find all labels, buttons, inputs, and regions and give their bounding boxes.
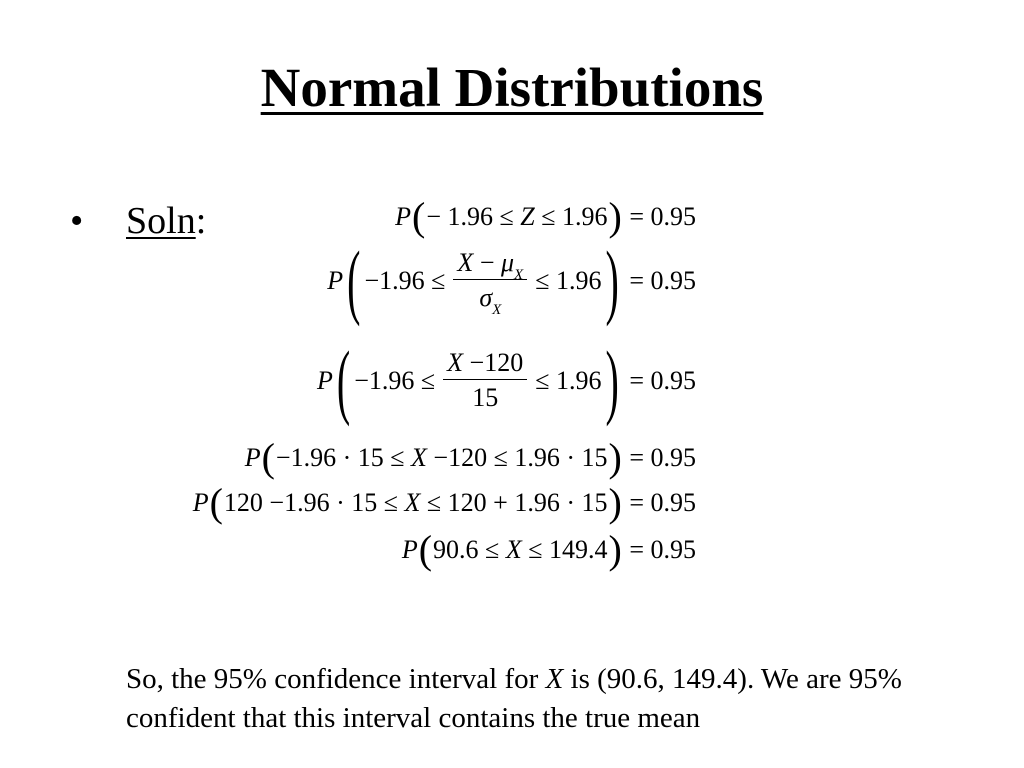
solution-label-colon: : [195,200,207,242]
eq4-p: P [244,443,261,472]
eq2-num-mu-sub: X [514,267,524,283]
solution-label [126,202,206,240]
eq5-result: = 0.95 [629,488,696,517]
eq1-close-paren: ) [608,194,622,239]
eq6-result: = 0.95 [629,535,696,564]
eq5-close-paren: ) [608,480,622,525]
eq1-rhs: ≤ 1.96 [541,202,608,231]
eq6-close-paren: ) [608,527,622,572]
eq2-rhs: ≤ 1.96 [535,265,602,295]
eq1-open-paren: ( [411,194,426,239]
eq2-den-sigma-sub: X [492,302,502,318]
eq1-z: Z [520,202,535,231]
eq5-lhs: 120 −1.96 · 15 ≤ [223,488,399,517]
eq5-p: P [192,488,209,517]
eq5-x: X [404,488,421,517]
solution-label-text: Soln [126,200,196,242]
eq3-numerator [443,350,527,380]
conclusion-x: X [545,663,564,695]
equation-5 [192,480,696,525]
bullet-point: • [70,200,84,242]
eq3-result: = 0.95 [629,365,696,395]
eq3-denominator: 15 [472,383,499,412]
conclusion-text [126,660,996,738]
equation-1 [395,194,696,239]
eq3-close-paren: ) [605,332,619,427]
eq4-x: X [411,443,427,472]
eq2-num-minus: − [473,248,501,277]
equation-3 [317,332,696,427]
slide-title [0,57,1024,118]
eq3-open-paren: ( [336,332,351,427]
conclusion-part-1: So, the 95% confidence interval for [126,663,546,695]
conclusion-part-2: is (90.6, 149.4). We are 95% confident that this interval contains the true mean [126,663,902,734]
eq2-p: P [327,265,344,295]
eq2-num-mu: μ [500,248,515,277]
eq6-lhs: 90.6 ≤ [433,535,500,564]
eq3-fraction [443,350,527,411]
eq2-num-x: X [457,248,474,277]
eq4-lhs: −1.96 · 15 ≤ [275,443,405,472]
eq1-lhs: − 1.96 ≤ [426,202,514,231]
eq6-p: P [401,535,418,564]
equation-6 [401,527,696,572]
eq2-lhs: −1.96 ≤ [364,265,446,295]
eq1-p: P [395,202,411,231]
eq4-rhs: −120 ≤ 1.96 · 15 [433,443,608,472]
eq2-fraction [453,248,527,318]
eq4-result: = 0.95 [629,443,696,472]
eq3-p: P [317,365,333,395]
equation-4 [244,435,696,480]
eq2-den-sigma: σ [479,283,493,312]
eq5-rhs: ≤ 120 + 1.96 · 15 [426,488,608,517]
eq6-rhs: ≤ 149.4 [528,535,608,564]
eq2-numerator [453,248,527,283]
eq2-result: = 0.95 [629,265,696,295]
eq3-rhs: ≤ 1.96 [535,365,602,395]
eq3-lhs: −1.96 ≤ [354,365,436,395]
eq3-num-x: X [447,348,464,377]
eq5-open-paren: ( [209,480,223,525]
equation-2 [327,232,696,327]
eq1-result: = 0.95 [629,202,696,231]
slide-title-text: Normal Distributions [260,57,764,118]
eq2-open-paren: ( [347,232,361,327]
eq3-num-rest: −120 [463,348,524,377]
eq4-open-paren: ( [261,435,275,480]
eq2-denominator [475,280,505,318]
eq4-close-paren: ) [608,435,622,480]
eq6-open-paren: ( [418,527,433,572]
eq6-x: X [505,535,522,564]
eq2-close-paren: ) [605,232,619,327]
